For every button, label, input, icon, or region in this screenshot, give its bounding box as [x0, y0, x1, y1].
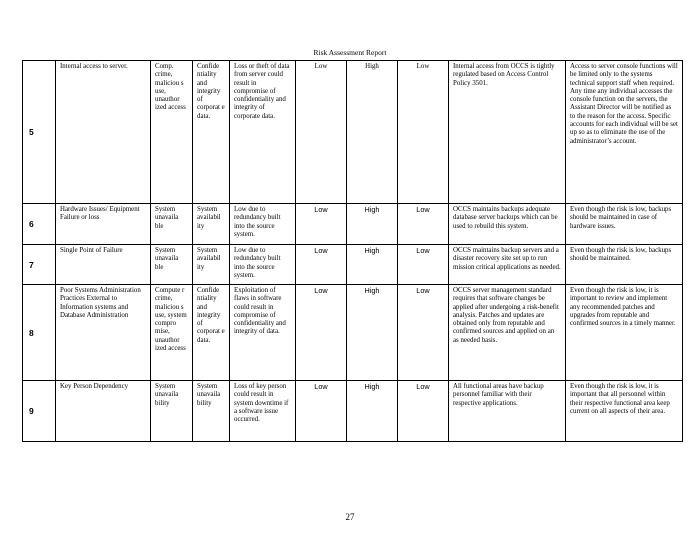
page-number: 27 — [345, 512, 355, 522]
likelihood-cell: Low — [296, 61, 347, 204]
category-cell: Confide ntiality and integrity of corporat e data. — [193, 285, 230, 381]
description-cell: Loss or theft of data from server could result in compromise of confidentiality and integrity of corporate data. — [230, 61, 296, 204]
likelihood-cell: Low — [296, 285, 347, 381]
controls-cell: All functional areas have backup personnel familiar with their respective applications. — [449, 381, 566, 442]
row-number: 6 — [23, 204, 56, 245]
category-cell: System availabil ity — [193, 204, 230, 245]
controls-cell: Internal access from OCCS is tightly regulated based on Access Control Policy 3501. — [449, 61, 566, 204]
impact-cell: System unavaila bility — [151, 381, 193, 442]
risk-level-cell: Low — [398, 61, 449, 204]
table-row — [23, 381, 683, 442]
impact-cell: System unavaila ble — [151, 204, 193, 245]
category-cell: System unavaila bility — [193, 381, 230, 442]
category-cell: System availabil ity — [193, 245, 230, 285]
risk-level-cell: Low — [398, 245, 449, 285]
likelihood-cell: Low — [296, 204, 347, 245]
threat-cell: Internal access to server. — [56, 61, 151, 204]
likelihood-cell: Low — [296, 381, 347, 442]
row-number: 9 — [23, 381, 56, 442]
risk-table — [22, 60, 683, 442]
impact-cell: Comp. crime, maliciou s use, unauthor ized access — [151, 61, 193, 204]
controls-cell: OCCS maintains backup servers and a disaster recovery site set up to run mission critical applications as needed. — [449, 245, 566, 285]
table-row — [23, 61, 683, 204]
impact-level-cell: High — [347, 245, 398, 285]
recommendation-cell: Even though the risk is low, it is important that all personnel within their respective functional area keep current on all aspects of their area. — [566, 381, 683, 442]
table-row — [23, 285, 683, 381]
threat-cell: Key Person Dependency — [56, 381, 151, 442]
likelihood-cell: Low — [296, 245, 347, 285]
impact-cell: System unavaila ble — [151, 245, 193, 285]
impact-level-cell: High — [347, 285, 398, 381]
threat-cell: Poor Systems Administration Practices External to Information systems and Database Administration — [56, 285, 151, 381]
category-cell: Confide ntiality and integrity of corporat e data. — [193, 61, 230, 204]
risk-level-cell: Low — [398, 204, 449, 245]
impact-level-cell: High — [347, 204, 398, 245]
recommendation-cell: Access to server console functions will be limited only to the systems technical support staff when required. Any time any individual accesses the console function on the servers, the Assistant Director will be notified as to the reason for the access. Specific accounts for each individual will be set up so as to eliminate the use of the administrator’s account. — [566, 61, 683, 204]
impact-level-cell: High — [347, 381, 398, 442]
description-cell: Low due to redundancy built into the source system. — [230, 245, 296, 285]
threat-cell: Hardware Issues/ Equipment Failure or loss — [56, 204, 151, 245]
table-row — [23, 245, 683, 285]
threat-cell: Single Point of Failure — [56, 245, 151, 285]
description-cell: Exploitation of flaws in software could result in compromise of confidentiality and integrity of data. — [230, 285, 296, 381]
controls-cell: OCCS server management standard requires that software changes be applied after undergoing a risk-benefit analysis. Patches and updates are obtained only from reputable and confirmed sources and applied on an as needed basis. — [449, 285, 566, 381]
row-number: 7 — [23, 245, 56, 285]
row-number: 8 — [23, 285, 56, 381]
recommendation-cell: Even though the risk is low, backups should be maintained. — [566, 245, 683, 285]
row-number: 5 — [23, 61, 56, 204]
description-cell: Loss of key person could result in system downtime if a software issue occurred. — [230, 381, 296, 442]
recommendation-cell: Even though the risk is low, it is important to review and implement any recommended patches and upgrades from reputable and confirmed sources in a timely manner. — [566, 285, 683, 381]
report-header: Risk Assessment Report — [313, 48, 387, 57]
risk-level-cell: Low — [398, 285, 449, 381]
impact-cell: Compute r crime, maliciou s use, system compro mise, unauthor ized access — [151, 285, 193, 381]
impact-level-cell: High — [347, 61, 398, 204]
description-cell: Low due to redundancy built into the source system. — [230, 204, 296, 245]
controls-cell: OCCS maintains backups adequate database server backups which can be used to rebuild this system. — [449, 204, 566, 245]
risk-level-cell: Low — [398, 381, 449, 442]
recommendation-cell: Even though the risk is low, backups should be maintained in case of hardware issues. — [566, 204, 683, 245]
table-row — [23, 204, 683, 245]
